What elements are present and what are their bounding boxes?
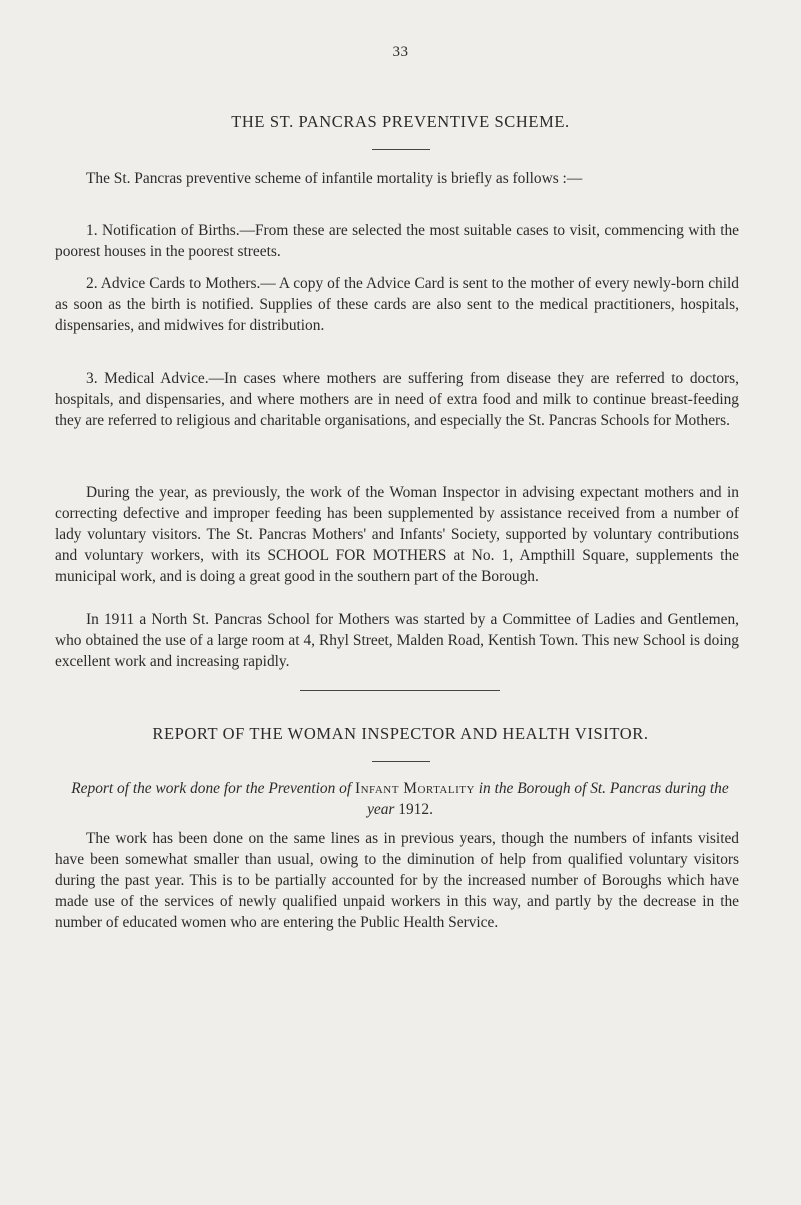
caption-text-part3: in the Borough of St. Pancras during the year <box>367 780 729 818</box>
section-divider <box>300 690 500 691</box>
caption-infant-mortality: Infant Mortality <box>354 780 475 797</box>
report-caption <box>60 778 740 820</box>
paragraph-woman-inspector: During the year, as previously, the work of the Woman Inspector in advising expectant mothers and in correcting defective and improper feeding has been supplemented by assistance received from a number of lady voluntary visitors. The St. Pancras Mothers' and Infants' Society, supported by voluntary contributions and voluntary workers, with its SCHOOL FOR MOTHERS at No. 1, Ampthill Square, supplements the municipal work, and is doing a great good in the southern part of the Borough. <box>55 484 739 585</box>
item-medical-advice: 3. Medical Advice.—In cases where mothers are suffering from disease they are referred to doctors, hospitals, and dispensaries, and where mothers are in need of extra food and milk to continue breast-feeding they are referred to religious and charitable organisations, and especially the St. Pancras Schools for Mothers. <box>55 370 739 429</box>
caption-year: 1912. <box>398 801 433 818</box>
intro-paragraph: The St. Pancras preventive scheme of infantile mortality is briefly as follows :— <box>86 170 583 187</box>
caption-text-part1: Report of the work done for the Prevention of <box>71 780 355 797</box>
item-advice-cards: 2. Advice Cards to Mothers.— A copy of the Advice Card is sent to the mother of every newly-born child as soon as the birth is notified. Supplies of these cards are also sent to the medical practitioners, hospitals, dispensaries, and midwives for distribution. <box>55 275 739 334</box>
paragraph-north-school: In 1911 a North St. Pancras School for Mothers was started by a Committee of Ladies and Gentlemen, who obtained the use of a large room at 4, Rhyl Street, Malden Road, Kentish Town. This new School is doing excellent work and increasing rapidly. <box>55 611 739 670</box>
page-number: 33 <box>392 44 409 60</box>
short-divider <box>372 761 430 762</box>
section-title-preventive-scheme: THE ST. PANCRAS PREVENTIVE SCHEME. <box>231 112 570 131</box>
item-notification-of-births: 1. Notification of Births.—From these are selected the most suitable cases to visit, commencing with the poorest houses in the poorest streets. <box>55 222 739 260</box>
section-title-report: REPORT OF THE WOMAN INSPECTOR AND HEALTH VISITOR. <box>152 724 649 743</box>
short-divider <box>372 149 430 150</box>
report-paragraph: The work has been done on the same lines as in previous years, though the numbers of infants visited have been somewhat smaller than usual, owing to the diminution of help from qualified voluntary visitors during the past year. This is to be partially accounted for by the increased number of Boroughs which have made use of the services of newly qualified unpaid workers in this way, and partly by the decrease in the number of educated women who are entering the Public Health Service. <box>55 830 739 931</box>
